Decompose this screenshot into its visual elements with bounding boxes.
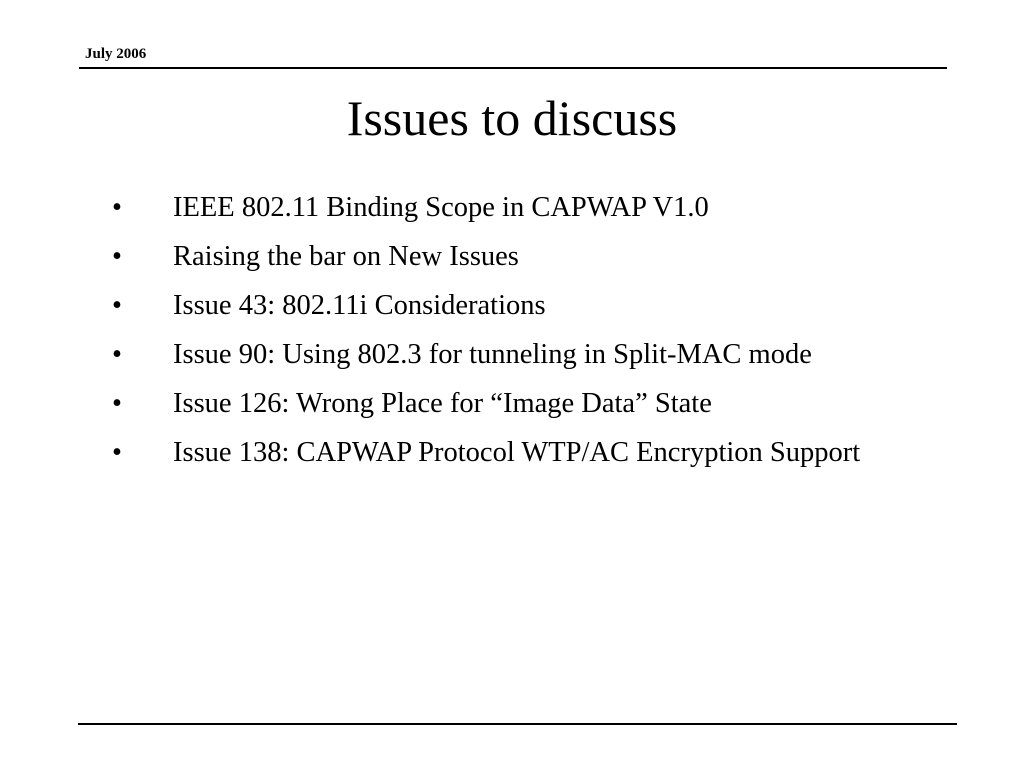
bullet-dot-icon: • (112, 388, 122, 419)
header-divider (79, 67, 947, 69)
bullet-dot-icon: • (112, 192, 122, 223)
bullet-text: Issue 138: CAPWAP Protocol WTP/AC Encryption Support (173, 437, 861, 468)
footer-divider (78, 723, 957, 725)
bullet-item (112, 188, 952, 228)
bullet-dot-icon: • (112, 241, 122, 272)
bullet-item (112, 433, 952, 473)
bullet-item (112, 384, 952, 424)
bullet-dot-icon: • (112, 339, 122, 370)
header-date: July 2006 (85, 46, 147, 62)
bullet-text: IEEE 802.11 Binding Scope in CAPWAP V1.0 (173, 192, 709, 223)
bullet-text: Raising the bar on New Issues (173, 241, 519, 272)
bullet-text: Issue 90: Using 802.3 for tunneling in Split-MAC mode (173, 339, 812, 370)
bullet-dot-icon: • (112, 290, 122, 321)
bullet-text: Issue 126: Wrong Place for “Image Data” State (173, 388, 712, 419)
slide-title: Issues to discuss (346, 90, 678, 146)
bullet-text: Issue 43: 802.11i Considerations (173, 290, 546, 321)
bullet-dot-icon: • (112, 437, 122, 468)
bullet-item (112, 286, 952, 326)
bullet-list (112, 188, 952, 482)
bullet-item (112, 237, 952, 277)
bullet-item (112, 335, 952, 375)
